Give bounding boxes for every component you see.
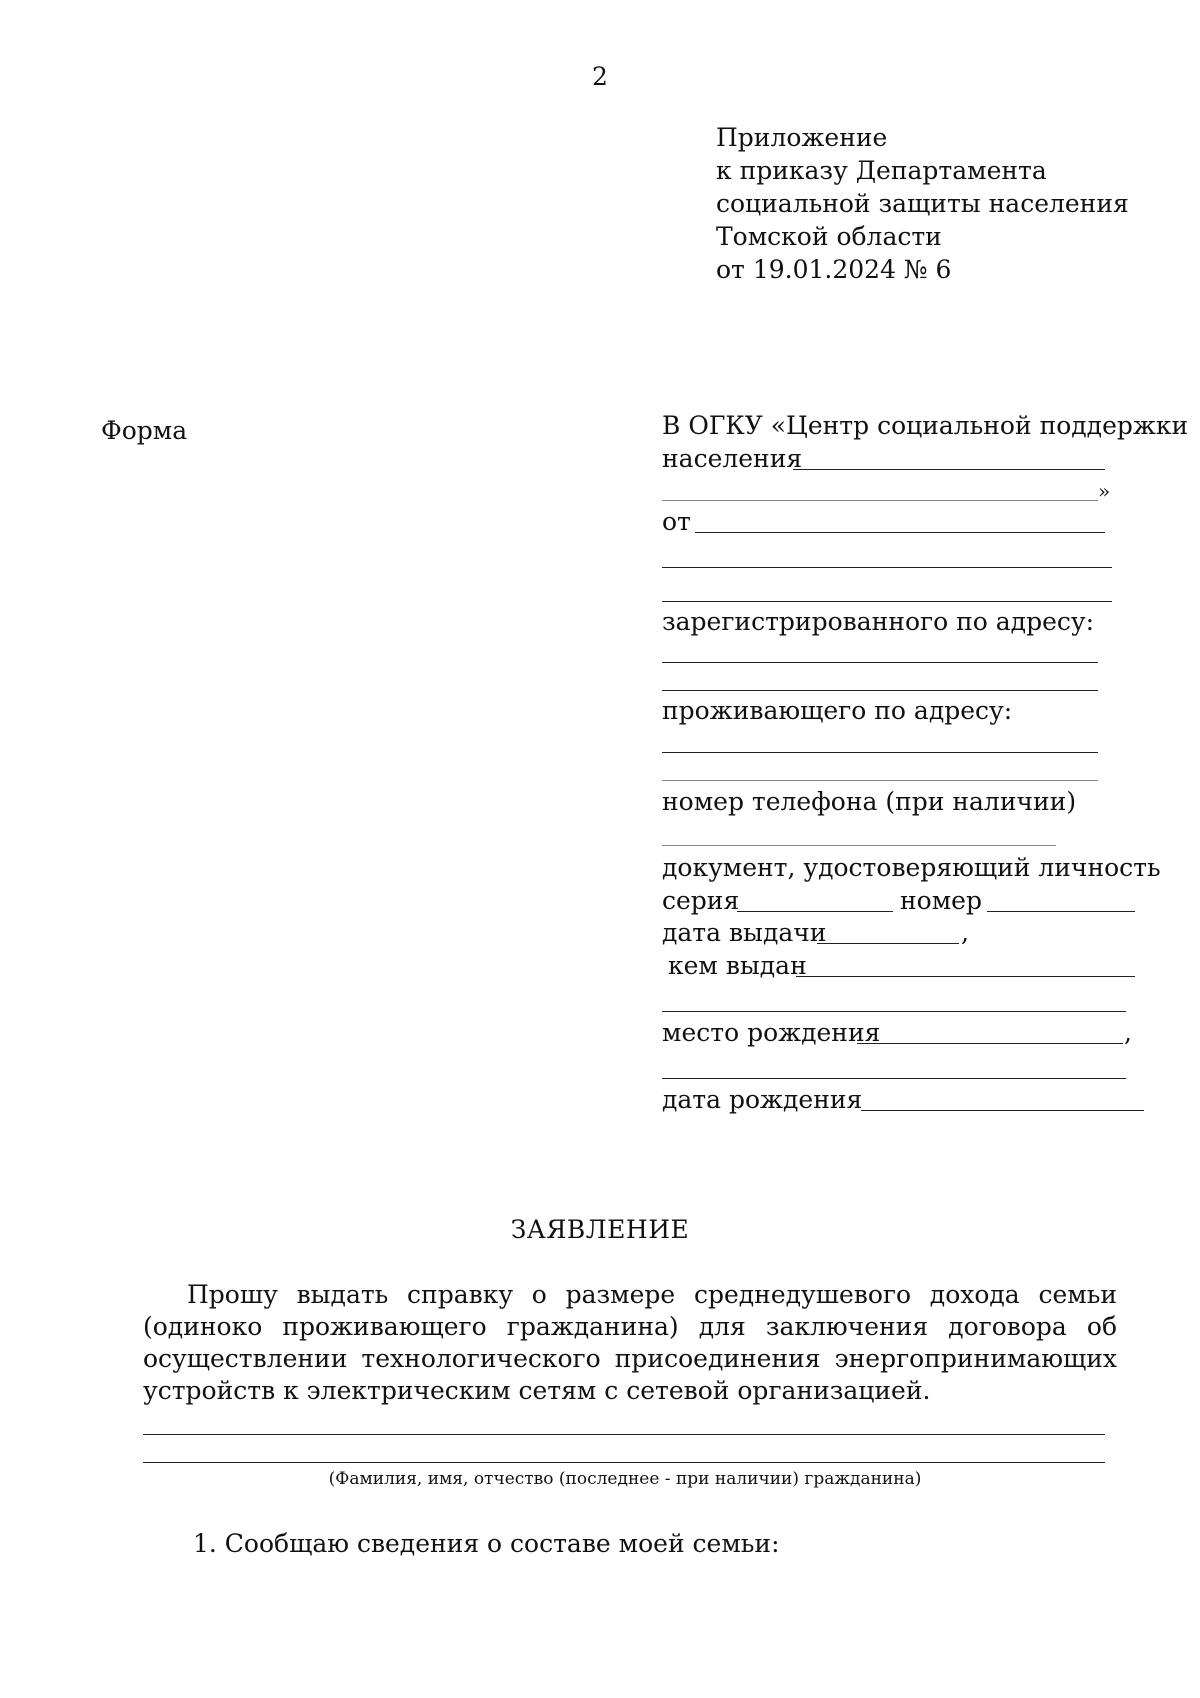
- birthdate-label: дата рождения: [662, 1085, 863, 1114]
- applicant-name-line-2[interactable]: [662, 567, 1112, 568]
- number-line[interactable]: [987, 911, 1135, 912]
- family-composition-item: 1. Сообщаю сведения о составе моей семьи:: [193, 1529, 780, 1558]
- birthplace-comma: ,: [1124, 1018, 1132, 1047]
- from-label: от: [662, 507, 691, 536]
- appendix-line: Приложение: [716, 123, 888, 152]
- issue-date-line[interactable]: [817, 943, 959, 944]
- birthplace-label: место рождения: [662, 1018, 881, 1047]
- appendix-line: социальной защиты населения: [716, 189, 1129, 218]
- addressee-line-2: населения: [662, 444, 803, 473]
- issue-date-comma: ,: [961, 918, 969, 947]
- registered-address-label: зарегистрированного по адресу:: [662, 607, 1094, 636]
- residence-address-label: проживающего по адресу:: [662, 696, 1013, 725]
- residence-address-line-1[interactable]: [662, 752, 1098, 753]
- number-label: номер: [900, 886, 982, 915]
- series-label: серия: [662, 886, 740, 915]
- document-title: ЗАЯВЛЕНИЕ: [510, 1215, 690, 1244]
- appendix-block: [716, 121, 1129, 286]
- phone-line[interactable]: [662, 845, 1056, 846]
- addressee-line-1: В ОГКУ «Центр социальной поддержки: [662, 411, 1189, 440]
- registered-address-line-1[interactable]: [662, 662, 1098, 663]
- series-line[interactable]: [737, 911, 893, 912]
- residence-address-line-2[interactable]: [662, 780, 1098, 781]
- issue-date-label: дата выдачи: [662, 918, 827, 947]
- id-document-label: документ, удостоверяющий личность: [662, 853, 1161, 882]
- department-name-line[interactable]: [793, 469, 1105, 470]
- closing-quote: »: [1098, 479, 1111, 503]
- department-name-line-2[interactable]: [662, 500, 1098, 501]
- appendix-line: Томской области: [716, 222, 942, 251]
- phone-label: номер телефона (при наличии): [662, 787, 1077, 816]
- issued-by-line-2[interactable]: [662, 1011, 1126, 1012]
- request-paragraph: Прошу выдать справку о размере среднедушевого дохода семьи (одиноко проживающего гражданина) для заключения договора об осуществлении технологического присоединения энергопринимающих устройств к электрическим сетям с сетевой организацией.: [143, 1280, 1117, 1405]
- birthdate-line[interactable]: [861, 1110, 1144, 1111]
- applicant-name-line[interactable]: [695, 532, 1105, 533]
- issued-by-label: кем выдан: [668, 951, 807, 980]
- form-label: Форма: [101, 416, 188, 445]
- page-number: 2: [592, 62, 608, 91]
- birthplace-line-2[interactable]: [662, 1078, 1126, 1079]
- birthplace-line[interactable]: [857, 1043, 1123, 1044]
- full-name-caption: (Фамилия, имя, отчество (последнее - при наличии) гражданина): [328, 1469, 922, 1489]
- appendix-line: от 19.01.2024 № 6: [716, 255, 952, 284]
- issued-by-line[interactable]: [796, 976, 1135, 977]
- applicant-name-line-3[interactable]: [662, 601, 1112, 602]
- full-name-line-2[interactable]: [143, 1462, 1105, 1463]
- appendix-line: к приказу Департамента: [716, 156, 1047, 185]
- full-name-line-1[interactable]: [143, 1434, 1105, 1435]
- registered-address-line-2[interactable]: [662, 690, 1098, 691]
